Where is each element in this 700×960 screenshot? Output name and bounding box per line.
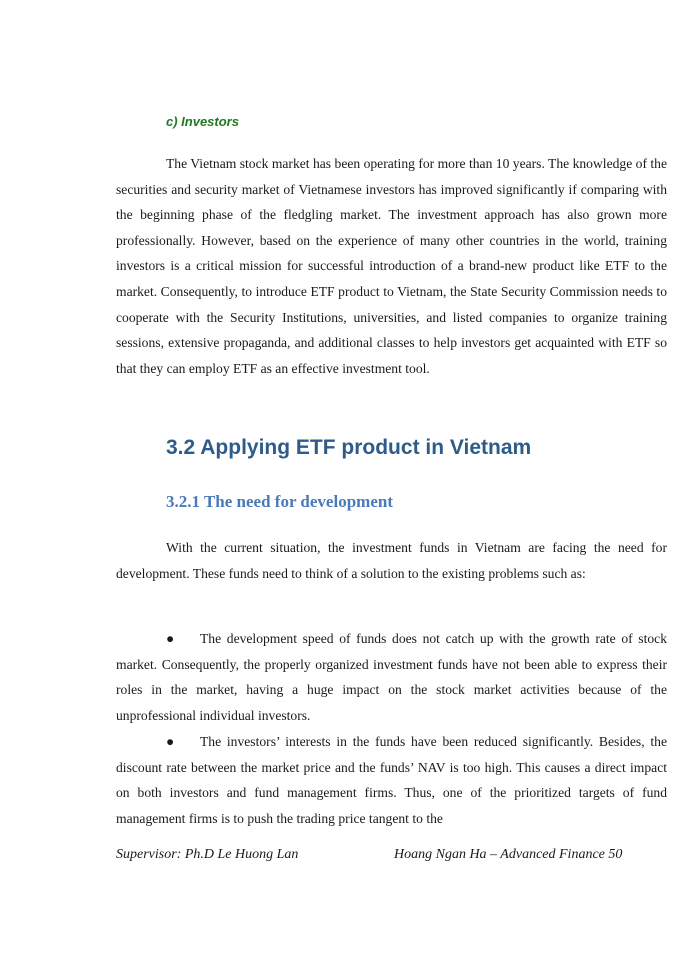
bullet-text: The investors’ interests in the funds have been reduced significantly. Besides, the discount rate between the market price and the funds’ NAV is too high. This causes a direct impact on both investors and fund management firms. Thus, one of the prioritized targets of fund management firms is to push the trading price tangent to the <box>116 734 667 826</box>
paragraph-need-intro: With the current situation, the investment funds in Vietnam are facing the need for development. These funds need to think of a solution to the existing problems such as: <box>116 540 667 581</box>
bullet-icon: ● <box>166 631 175 646</box>
footer-author: Hoang Ngan Ha – Advanced Finance 50 <box>394 847 623 862</box>
bullet-item-1 <box>116 626 667 728</box>
section-heading-investors: c) Investors <box>166 114 239 129</box>
footer-supervisor: Supervisor: Ph.D Le Huong Lan <box>116 847 299 862</box>
subsection-title-3-2-1: 3.2.1 The need for development <box>166 492 393 511</box>
bullet-text: The development speed of funds does not catch up with the growth rate of stock market. Consequently, the properly organized investment funds have not been able to express their roles in the market, having a huge impact on the stock market activities because of the unprofessional individual investors. <box>116 631 667 723</box>
bullet-item-2 <box>116 729 667 831</box>
bullet-icon: ● <box>166 734 175 749</box>
section-title-3-2: 3.2 Applying ETF product in Vietnam <box>166 436 532 459</box>
paragraph-investors: The Vietnam stock market has been operating for more than 10 years. The knowledge of the securities and security market of Vietnamese investors has improved significantly if comparing with the beginning phase of the fledgling market. The investment approach has also grown more professionally. However, based on the experience of many other countries in the world, training investors is a critical mission for successful introduction of a brand-new product like ETF to the market. Consequently, to introduce ETF product to Vietnam, the State Security Commission needs to cooperate with the Security Institutions, universities, and listed companies to organize training sessions, extensive propaganda, and additional classes to help investors get acquainted with ETF so that they can employ ETF as an effective investment tool. <box>116 156 667 376</box>
